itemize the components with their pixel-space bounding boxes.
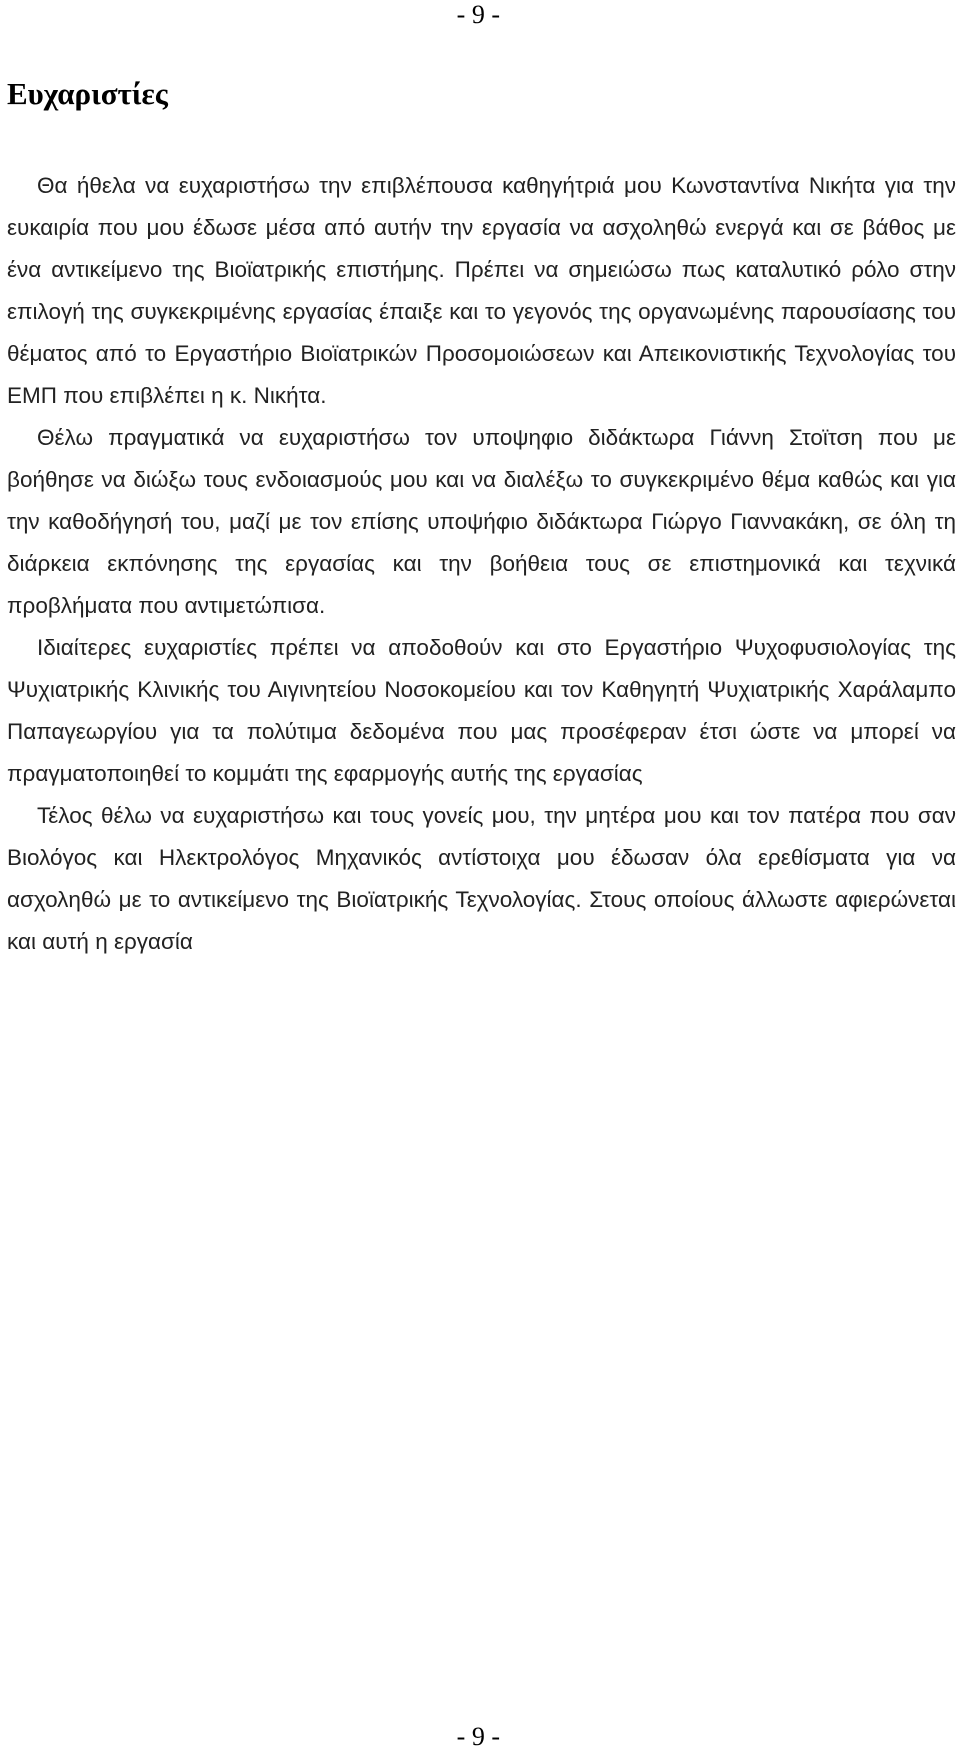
- page-number-bottom: - 9 -: [456, 1722, 500, 1751]
- page-title: Ευχαριστίες: [7, 76, 168, 111]
- document-body: [7, 165, 956, 963]
- paragraph-1: Θα ήθελα να ευχαριστήσω την επιβλέπουσα καθηγήτριά μου Κωνσταντίνα Νικήτα για την ευκαιρία που μου έδωσε μέσα από αυτήν την εργασία να ασχοληθώ ενεργά και σε βάθος με ένα αντικείμενο της Βιοϊατρικής επιστήμης. Πρέπει να σημειώσω πως καταλυτικό ρόλο στην επιλογή της συγκεκριμένης εργασίας έπαιξε και το γεγονός της οργανωμένης παρουσίασης του θέματος από το Εργαστήριο Βιοϊατρικών Προσομοιώσεων και Απεικονιστικής Τεχνολογίας του ΕΜΠ που επιβλέπει η κ. Νικήτα.: [7, 173, 956, 408]
- paragraph-3: Ιδιαίτερες ευχαριστίες πρέπει να αποδοθούν και στο Εργαστήριο Ψυχοφυσιολογίας της Ψυχιατρικής Κλινικής του Αιγινητείου Νοσοκομείου και τον Καθηγητή Ψυχιατρικής Χαράλαμπο Παπαγεωργίου για τα πολύτιμα δεδομένα που μας προσέφεραν έτσι ώστε να μπορεί να πραγματοποιηθεί το κομμάτι της εφαρμογής αυτής της εργασίας: [7, 635, 956, 786]
- paragraph-4: Τέλος θέλω να ευχαριστήσω και τους γονείς μου, την μητέρα μου και τον πατέρα που σαν Βιολόγος και Ηλεκτρολόγος Μηχανικός αντίστοιχα μου έδωσαν όλα ερεθίσματα για να ασχοληθώ με το αντικείμενο της Βιοϊατρικής Τεχνολογίας. Στους οποίους άλλωστε αφιερώνεται και αυτή η εργασία: [7, 803, 956, 954]
- page-number-top: - 9 -: [456, 0, 500, 29]
- paragraph-2: Θέλω πραγματικά να ευχαριστήσω τον υποψηφιο διδάκτωρα Γιάννη Στοϊτση που με βοήθησε να διώξω τους ενδοιασμούς μου και να διαλέξω το συγκεκριμένο θέμα καθώς και για την καθοδήγησή του, μαζί με τον επίσης υποψήφιο διδάκτωρα Γιώργο Γιαννακάκη, σε όλη τη διάρκεια εκπόνησης της εργασίας και την βοήθεια τους σε επιστημονικά και τεχνικά προβλήματα που αντιμετώπισα.: [7, 425, 956, 618]
